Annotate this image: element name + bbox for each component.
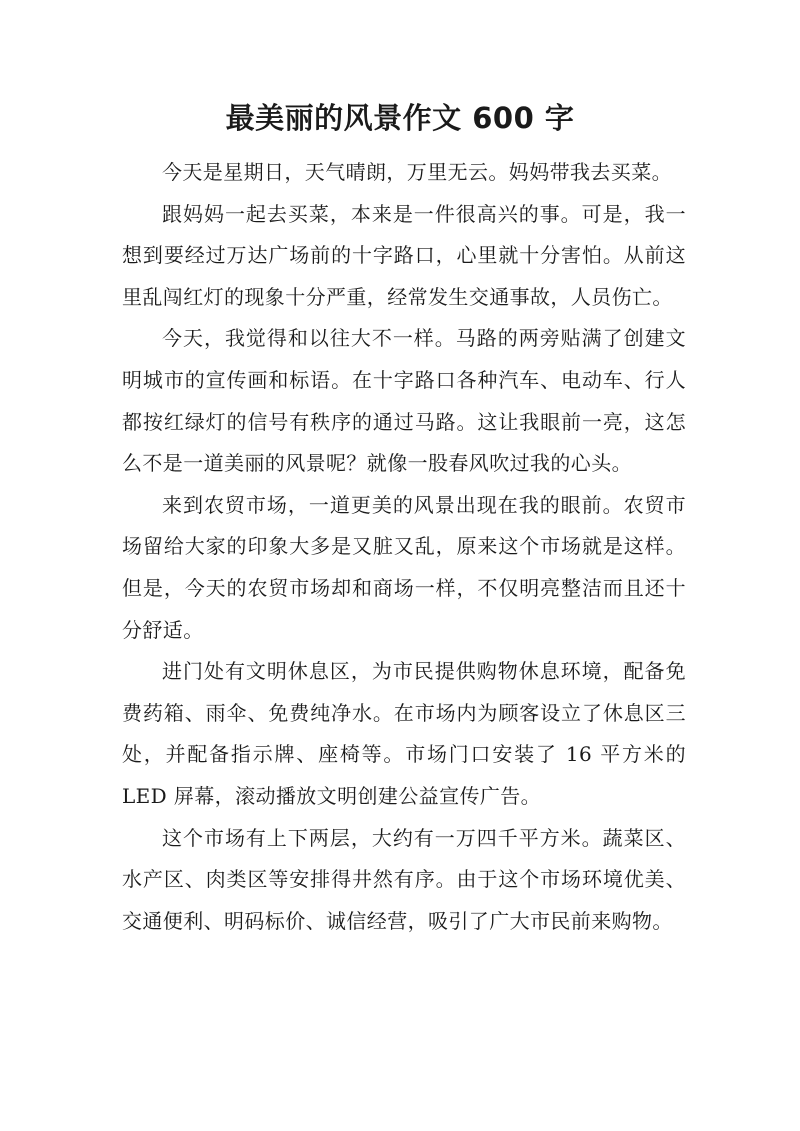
document-body bbox=[122, 152, 686, 942]
paragraph-4: 来到农贸市场，一道更美的风景出现在我的眼前。农贸市场留给大家的印象大多是又脏又乱，原来这个市场就是这样。但是，今天的农贸市场却和商场一样，不仅明亮整洁而且还十分舒适。 bbox=[122, 492, 686, 642]
paragraph-6: 这个市场有上下两层，大约有一万四千平方米。蔬菜区、水产区、肉类区等安排得井然有序。由于这个市场环境优美、交通便利、明码标价、诚信经营，吸引了广大市民前来购物。 bbox=[122, 825, 686, 933]
document-title: 最美丽的风景作文 600 字 bbox=[225, 101, 575, 135]
paragraph-1: 今天是星期日，天气晴朗，万里无云。妈妈带我去买菜。 bbox=[162, 160, 672, 184]
paragraph-2: 跟妈妈一起去买菜，本来是一件很高兴的事。可是，我一想到要经过万达广场前的十字路口，心里就十分害怕。从前这里乱闯红灯的现象十分严重，经常发生交通事故，人员伤亡。 bbox=[122, 201, 686, 309]
paragraph-3: 今天，我觉得和以往大不一样。马路的两旁贴满了创建文明城市的宣传画和标语。在十字路口各种汽车、电动车、行人都按红绿灯的信号有秩序的通过马路。这让我眼前一亮，这怎么不是一道美丽的风景呢？就像一股春风吹过我的心头。 bbox=[122, 326, 686, 476]
paragraph-5: 进门处有文明休息区，为市民提供购物休息环境，配备免费药箱、雨伞、免费纯净水。在市场内为顾客设立了休息区三处，并配备指示牌、座椅等。市场门口安装了 16 平方米的 LED 屏幕，滚动播放文明创建公益宣传广告。 bbox=[122, 659, 686, 808]
